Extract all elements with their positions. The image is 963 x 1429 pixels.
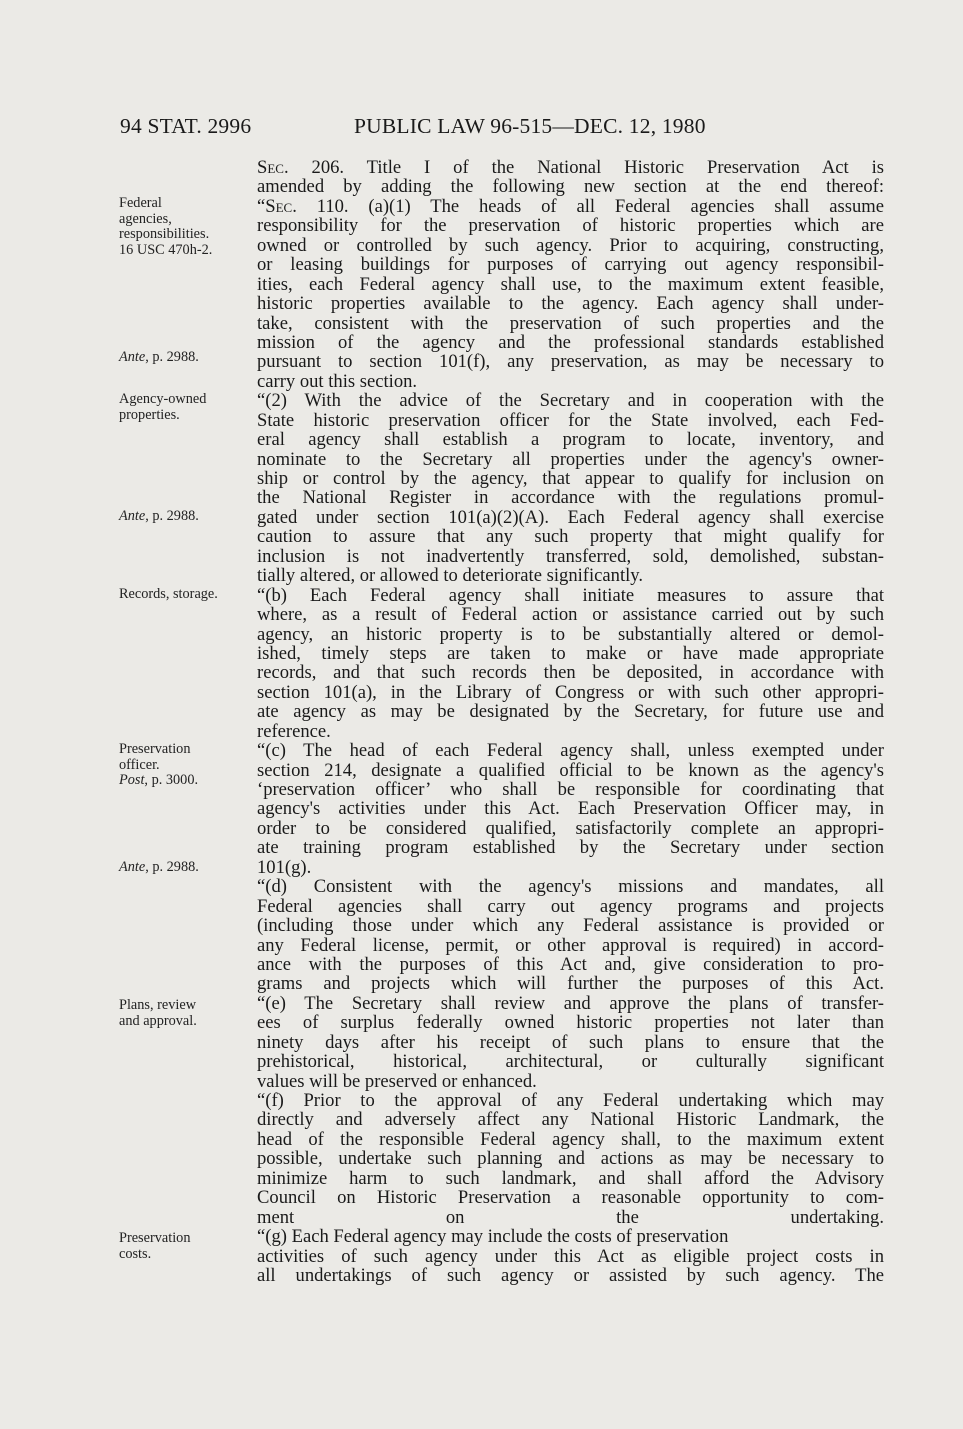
body-text-line: or leasing buildings for purposes of carrying out agency responsibil- — [257, 254, 884, 276]
body-text-line: Federal agencies shall carry out agency programs and projects — [257, 895, 884, 917]
body-text-line: ninety days after his receipt of such plans to ensure that the — [257, 1031, 884, 1053]
body-text-line: Council on Historic Preservation a reasonable opportunity to com- — [257, 1187, 884, 1209]
body-text-line: reference. — [257, 720, 331, 742]
margin-note-plans-review — [119, 998, 249, 1029]
margin-note-line: 16 USC 470h-2. — [119, 241, 213, 258]
body-text-line: agency, an historic property is to be substantially altered or demol- — [257, 623, 884, 645]
body-text-line: agency's activities under this Act. Each Preservation Officer may, in — [257, 798, 884, 820]
law-title: PUBLIC LAW 96-515—DEC. 12, 1980 — [354, 114, 706, 138]
margin-note-federal-agencies — [119, 196, 249, 258]
body-text-line: “(c) The head of each Federal agency shall, unless exempted under — [257, 740, 884, 762]
body-text-line: ‘preservation officer’ who shall be responsible for coordinating that — [257, 779, 884, 800]
body-text-line: tially altered, or allowed to deteriorate significantly. — [257, 565, 644, 587]
body-text-line: owned or controlled by such agency. Prior to acquiring, constructing, — [257, 234, 884, 256]
statute-reference: 94 STAT. 2996 — [120, 114, 252, 138]
margin-note-line: Federal — [119, 195, 162, 211]
margin-note-records-storage — [119, 587, 249, 603]
margin-note-ante-3 — [119, 860, 249, 876]
body-text-line: State historic preservation officer for the State involved, each Fed- — [257, 409, 884, 431]
body-text-line: take, consistent with the preservation of such properties and the — [257, 312, 884, 334]
body-text-line: “(d) Consistent with the agency's missions and mandates, all — [257, 876, 884, 898]
body-text-line: eral agency shall establish a program to locate, inventory, and — [257, 429, 884, 451]
body-text-line: ees of surplus federally owned historic properties not later than — [257, 1012, 884, 1034]
margin-note-preservation-costs — [119, 1231, 249, 1262]
body-text-line: caution to assure that any such property that might qualify for — [257, 526, 884, 548]
body-text-line: grams and projects which will further the purposes of this Act. — [257, 973, 884, 995]
margin-note-line: Post, p. 3000. — [119, 772, 199, 789]
body-text-line: section 214, designate a qualified official to be known as the agency's — [257, 759, 884, 781]
body-text-line: historic properties available to the agency. Each agency shall under- — [257, 293, 884, 315]
body-text-line: 101(g). — [257, 856, 312, 878]
body-text-line: ities, each Federal agency shall use, to the maximum extent feasible, — [257, 273, 884, 295]
body-text-line: ance with the purposes of this Act and, give consideration to pro- — [257, 953, 884, 975]
margin-note-line: costs. — [119, 1245, 152, 1262]
body-text-line: (including those under which any Federal assistance is provided or — [257, 915, 884, 937]
body-text-line: head of the responsible Federal agency shall, to the maximum extent — [257, 1128, 884, 1150]
body-text-line: minimize harm to such landmark, and shall afford the Advisory — [257, 1167, 884, 1189]
margin-note-line: Agency-owned — [119, 391, 207, 407]
margin-note-line: responsibilities. — [119, 226, 210, 243]
body-text-line: values will be preserved or enhanced. — [257, 1070, 537, 1092]
body-text-line: possible, undertake such planning and actions as may be necessary to — [257, 1148, 884, 1170]
margin-note-line: agencies, — [119, 210, 172, 227]
body-text-line: ate training program established by the Secretary under section — [257, 837, 884, 859]
body-text-line: section 101(a), in the Library of Congress or with such other appropri- — [257, 681, 884, 703]
body-text-line: directly and adversely affect any National Historic Landmark, the — [257, 1109, 884, 1131]
margin-note-line: Ante, p. 2988. — [119, 859, 199, 875]
body-text-line: “Sec. 110. (a)(1) The heads of all Federal agencies shall assume — [257, 195, 884, 217]
body-text-line: ship or control by the agency, that appear to qualify for inclusion on — [257, 468, 884, 489]
body-text-line: amended by adding the following new section at the end thereof: — [257, 176, 884, 198]
body-text-line: pursuant to section 101(f), any preservation, as may be necessary to — [257, 351, 884, 373]
body-text-line: nominate to the Secretary all properties under the agency's owner- — [257, 448, 884, 470]
margin-note-line: officer. — [119, 756, 160, 773]
body-text-line: Sec. 206. Title I of the National Historic Preservation Act is — [257, 157, 884, 178]
margin-note-line: Ante, p. 2988. — [119, 508, 199, 524]
body-text-line: “(e) The Secretary shall review and approve the plans of transfer- — [257, 992, 884, 1014]
margin-note-ante-1 — [119, 350, 249, 366]
body-text-line: “(g) Each Federal agency may include the costs of preservation — [257, 1226, 729, 1248]
margin-note-preservation-officer — [119, 742, 249, 789]
page-header — [0, 114, 963, 144]
margin-note-line: Plans, review — [119, 997, 197, 1013]
margin-note-line: and approval. — [119, 1012, 197, 1029]
body-text-line: “(2) With the advice of the Secretary and in cooperation with the — [257, 390, 884, 412]
margin-note-line: properties. — [119, 406, 180, 423]
margin-note-line: Records, storage. — [119, 586, 218, 602]
body-text-line: responsibility for the preservation of historic properties which are — [257, 215, 884, 237]
body-text-line: gated under section 101(a)(2)(A). Each Federal agency shall exercise — [257, 506, 884, 528]
body-text-line: order to be considered qualified, satisfactorily complete an appropri- — [257, 817, 884, 839]
body-text-line: all undertakings of such agency or assisted by such agency. The — [257, 1264, 884, 1286]
section-body-text — [257, 158, 884, 1285]
margin-note-agency-owned — [119, 392, 249, 423]
margin-note-line: Preservation — [119, 741, 191, 757]
body-text-line: mission of the agency and the professional standards established — [257, 331, 884, 353]
body-text-line: “(b) Each Federal agency shall initiate measures to assure that — [257, 584, 884, 606]
body-text-line: ment on the undertaking. — [257, 1206, 884, 1228]
body-text-line: any Federal license, permit, or other approval is required) in accord- — [257, 934, 884, 956]
body-text-line: records, and that such records then be deposited, in accordance with — [257, 662, 884, 684]
body-text-line: “(f) Prior to the approval of any Federal undertaking which may — [257, 1090, 884, 1111]
body-text-line: where, as a result of Federal action or assistance carried out by such — [257, 604, 884, 626]
margin-note-line: Preservation — [119, 1230, 191, 1246]
margin-note-ante-2 — [119, 509, 249, 525]
body-text-line: prehistorical, historical, architectural, or culturally significant — [257, 1051, 884, 1073]
margin-note-line: Ante, p. 2988. — [119, 349, 199, 365]
body-text-line: ished, timely steps are taken to make or have made appropriate — [257, 642, 884, 664]
body-text-line: carry out this section. — [257, 370, 418, 392]
body-text-line: activities of such agency under this Act as eligible project costs in — [257, 1245, 884, 1267]
body-text-line: ate agency as may be designated by the Secretary, for future use and — [257, 701, 884, 723]
body-text-line: the National Register in accordance with the regulations promul- — [257, 487, 884, 509]
body-text-line: inclusion is not inadvertently transferred, sold, demolished, substan- — [257, 545, 884, 567]
